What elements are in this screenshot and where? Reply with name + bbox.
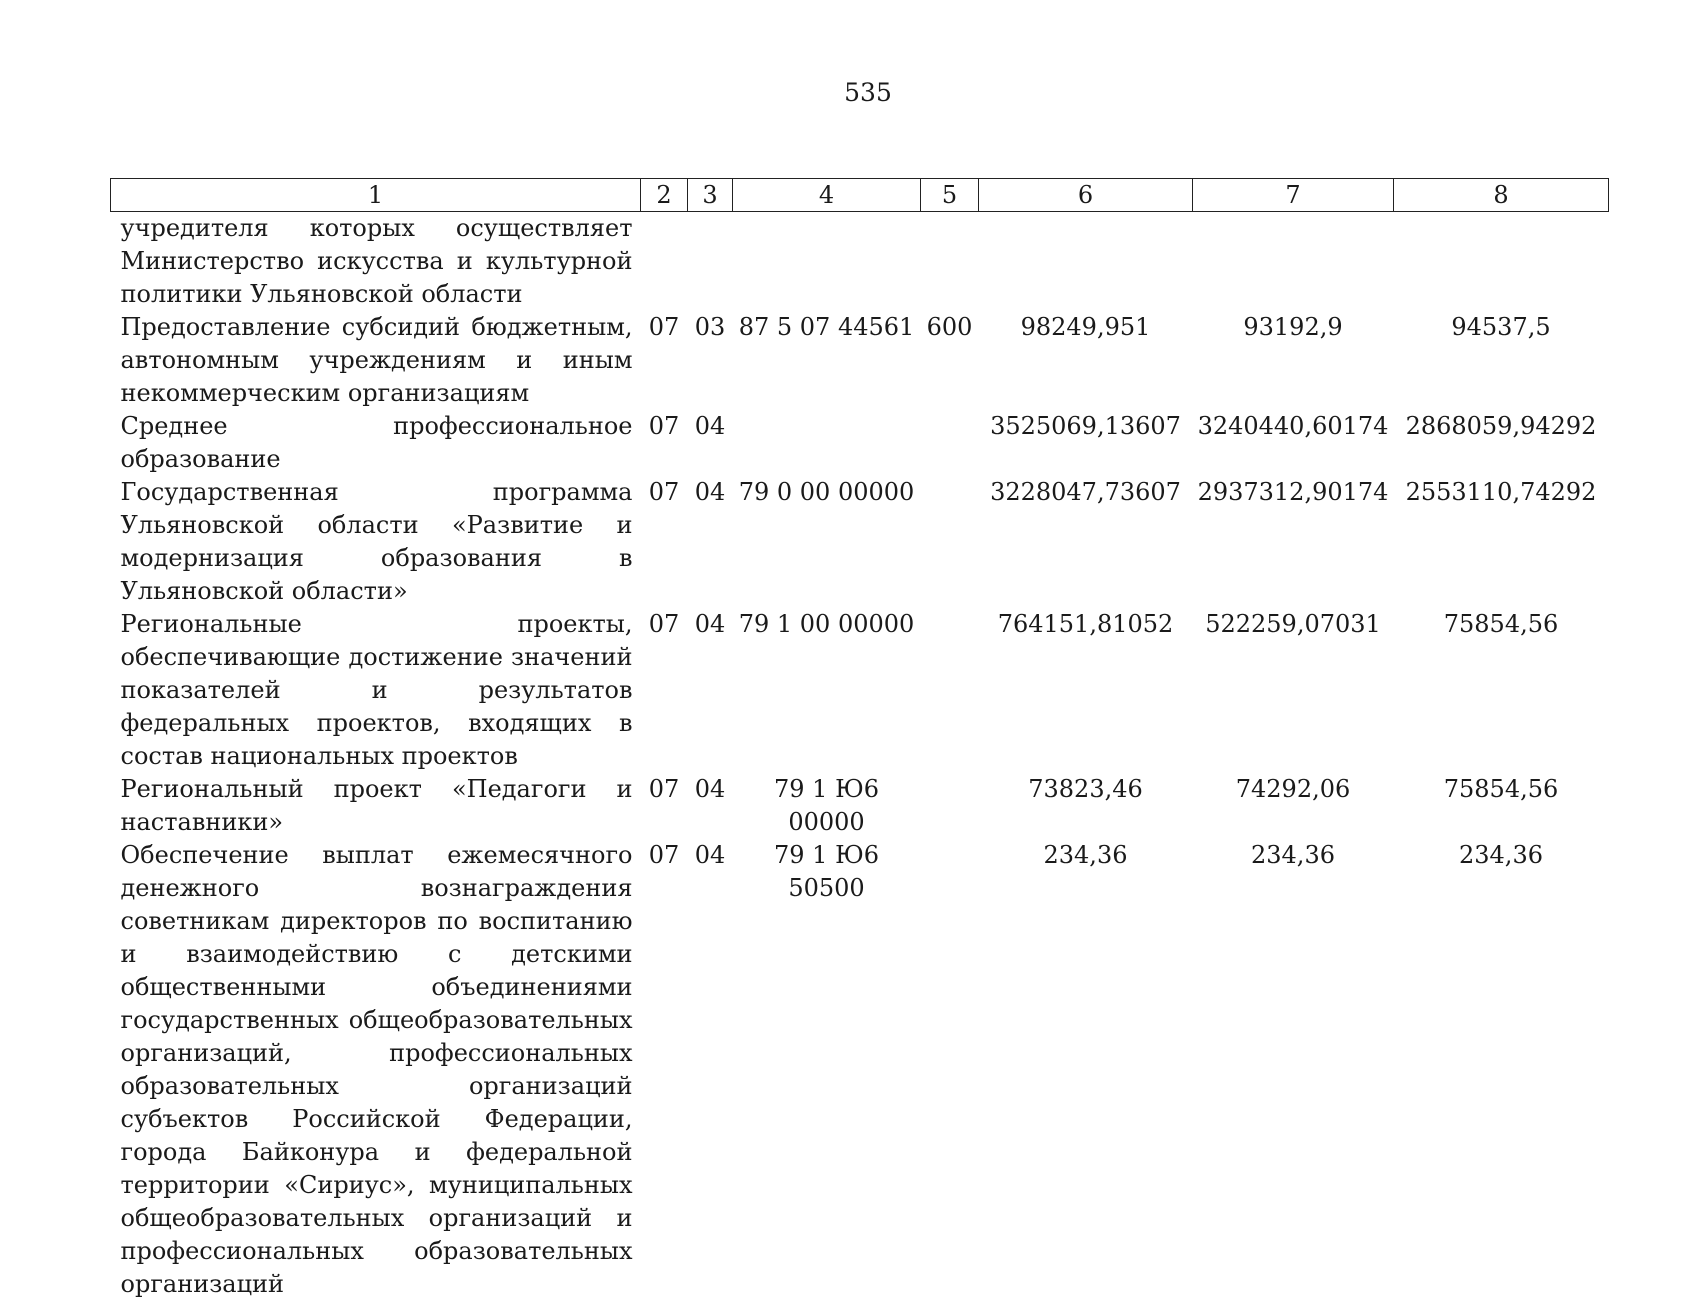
header-row [111,179,1609,212]
table-row [111,410,1609,476]
row-section: 07 [641,311,688,410]
row-amount-3: 2868059,94292 [1394,410,1609,476]
row-name: учредителя которых осуществляет Министерство искусства и культурной политики Ульяновской области [111,212,641,312]
row-section [641,212,688,312]
row-subsection: 03 [688,311,733,410]
header-col-1: 1 [111,179,641,212]
row-target-code: 79 1 Ю6 50500 [733,839,921,1301]
table-row [111,311,1609,410]
page-number: 535 [20,78,1696,107]
header-col-6: 6 [979,179,1193,212]
row-name: Государственная программа Ульяновской области «Развитие и модернизация образования в Ульяновской области» [111,476,641,608]
table-row [111,608,1609,773]
row-section: 07 [641,608,688,773]
row-name: Предоставление субсидий бюджетным, автономным учреждениям и иным некоммерческим организациям [111,311,641,410]
table-row [111,839,1609,1301]
row-section: 07 [641,476,688,608]
table-row [111,476,1609,608]
row-amount-2: 74292,06 [1193,773,1394,839]
row-amount-3: 234,36 [1394,839,1609,1301]
row-section: 07 [641,410,688,476]
header-col-3: 3 [688,179,733,212]
header-col-7: 7 [1193,179,1394,212]
row-expense-type: 600 [921,311,979,410]
header-col-2: 2 [641,179,688,212]
header-col-4: 4 [733,179,921,212]
row-target-code: 87 5 07 44561 [733,311,921,410]
row-amount-1: 3228047,73607 [979,476,1193,608]
table-header [111,179,1609,212]
row-expense-type [921,476,979,608]
row-amount-1 [979,212,1193,312]
row-target-code: 79 1 Ю6 00000 [733,773,921,839]
row-target-code: 79 1 00 00000 [733,608,921,773]
row-amount-2: 93192,9 [1193,311,1394,410]
row-amount-1: 234,36 [979,839,1193,1301]
row-subsection: 04 [688,476,733,608]
row-subsection: 04 [688,773,733,839]
row-amount-3: 2553110,74292 [1394,476,1609,608]
row-section: 07 [641,839,688,1301]
row-target-code [733,212,921,312]
row-subsection [688,212,733,312]
row-amount-3: 75854,56 [1394,608,1609,773]
row-expense-type [921,212,979,312]
row-name: Обеспечение выплат ежемесячного денежного вознаграждения советникам директоров по воспитанию и взаимодействию с детскими общественными объединениями государственных общеобразовательных организаций, профессиональных образовательных организаций субъектов Российской Федерации, города Байконура и федеральной территории «Сириус», муниципальных общеобразовательных организаций и профессиональных образовательных организаций [111,839,641,1301]
row-subsection: 04 [688,608,733,773]
row-target-code: 79 0 00 00000 [733,476,921,608]
row-amount-2: 3240440,60174 [1193,410,1394,476]
row-target-code [733,410,921,476]
row-amount-2: 234,36 [1193,839,1394,1301]
row-amount-2 [1193,212,1394,312]
row-expense-type [921,608,979,773]
row-amount-3: 94537,5 [1394,311,1609,410]
table-body [111,212,1609,1301]
row-amount-1: 3525069,13607 [979,410,1193,476]
row-subsection: 04 [688,839,733,1301]
row-amount-1: 98249,951 [979,311,1193,410]
row-amount-3 [1394,212,1609,312]
row-expense-type [921,410,979,476]
row-subsection: 04 [688,410,733,476]
row-amount-1: 73823,46 [979,773,1193,839]
row-name: Региональный проект «Педагоги и наставники» [111,773,641,839]
row-section: 07 [641,773,688,839]
budget-table [110,178,1609,1301]
row-amount-2: 2937312,90174 [1193,476,1394,608]
header-col-8: 8 [1394,179,1609,212]
row-name: Среднее профессиональное образование [111,410,641,476]
header-col-5: 5 [921,179,979,212]
row-amount-1: 764151,81052 [979,608,1193,773]
row-expense-type [921,839,979,1301]
row-amount-2: 522259,07031 [1193,608,1394,773]
row-expense-type [921,773,979,839]
table-row [111,773,1609,839]
row-name: Региональные проекты, обеспечивающие достижение значений показателей и результатов федеральных проектов, входящих в состав национальных проектов [111,608,641,773]
row-amount-3: 75854,56 [1394,773,1609,839]
table-row [111,212,1609,312]
